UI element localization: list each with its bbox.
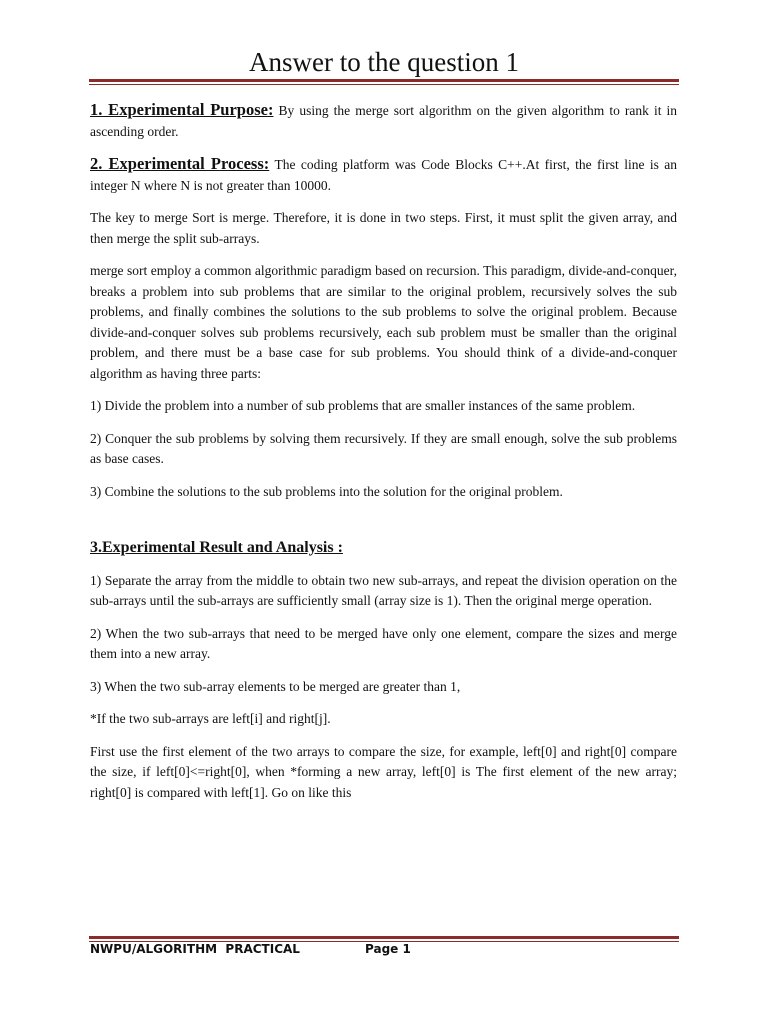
process-step-conquer: 2) Conquer the sub problems by solving them recursively. If they are small enough, solve the sub problems as base cases.: [90, 430, 677, 466]
result-paragraph-4: *If the two sub-arrays are left[i] and right[j].: [90, 711, 331, 726]
page-footer: [90, 942, 680, 956]
process-paragraph: [90, 154, 677, 196]
result-paragraph-1: 1) Separate the array from the middle to obtain two new sub-arrays, and repeat the division operation on the sub-arrays until the sub-arrays are sufficiently small (array size is 1). Then the original merge operation.: [90, 572, 677, 608]
header-rule: [89, 79, 679, 85]
footer-course-label: NWPU/ALGORITHM PRACTICAL: [90, 942, 300, 956]
purpose-text: By using the merge sort algorithm on the given algorithm to rank it in ascending order.: [90, 103, 677, 139]
process-step-combine: 3) Combine the solutions to the sub problems into the solution for the original problem.: [90, 483, 563, 499]
process-text: The coding platform was Code Blocks C++.At first, the first line is an integer N where N is not greater than 10000.: [90, 157, 678, 193]
result-paragraph-3: 3) When the two sub-array elements to be merged are greater than 1,: [90, 678, 461, 694]
purpose-paragraph: [90, 100, 677, 142]
document-body: [90, 100, 677, 815]
page-title: Answer to the question 1: [249, 47, 519, 77]
purpose-heading: 1. Experimental Purpose:: [90, 100, 274, 119]
result-heading: 3.Experimental Result and Analysis :: [90, 539, 343, 556]
process-heading: 2. Experimental Process:: [90, 154, 270, 173]
page-number: Page 1: [365, 942, 411, 956]
process-step-divide: 1) Divide the problem into a number of sub problems that are smaller instances of the same problem.: [90, 398, 636, 413]
process-paragraph-paradigm: merge sort employ a common algorithmic paradigm based on recursion. This paradigm, divide-and-conquer, breaks a problem into sub problems that are similar to the original problem, recursively solves the sub problems, and finally combines the solutions to the sub problems to solve the original problem. Because divide-and-conquer solves sub problems recursively, each sub problem must be smaller than the original problem, and there must be a base case for sub problems. You should think of a divide-and-conquer algorithm as having three parts:: [90, 263, 677, 381]
result-paragraph-5: First use the first element of the two arrays to compare the size, for example, left[0] and right[0] compare the size, if left[0]<=right[0], when *forming a new array, left[0] is The first element of the new array; right[0] is compared with left[1]. Go on like this: [90, 743, 677, 800]
process-paragraph-merge: The key to merge Sort is merge. Therefore, it is done in two steps. First, it must split the given array, and then merge the split sub-arrays.: [90, 210, 677, 246]
result-paragraph-2: 2) When the two sub-arrays that need to be merged have only one element, compare the sizes and merge them into a new array.: [90, 625, 677, 661]
